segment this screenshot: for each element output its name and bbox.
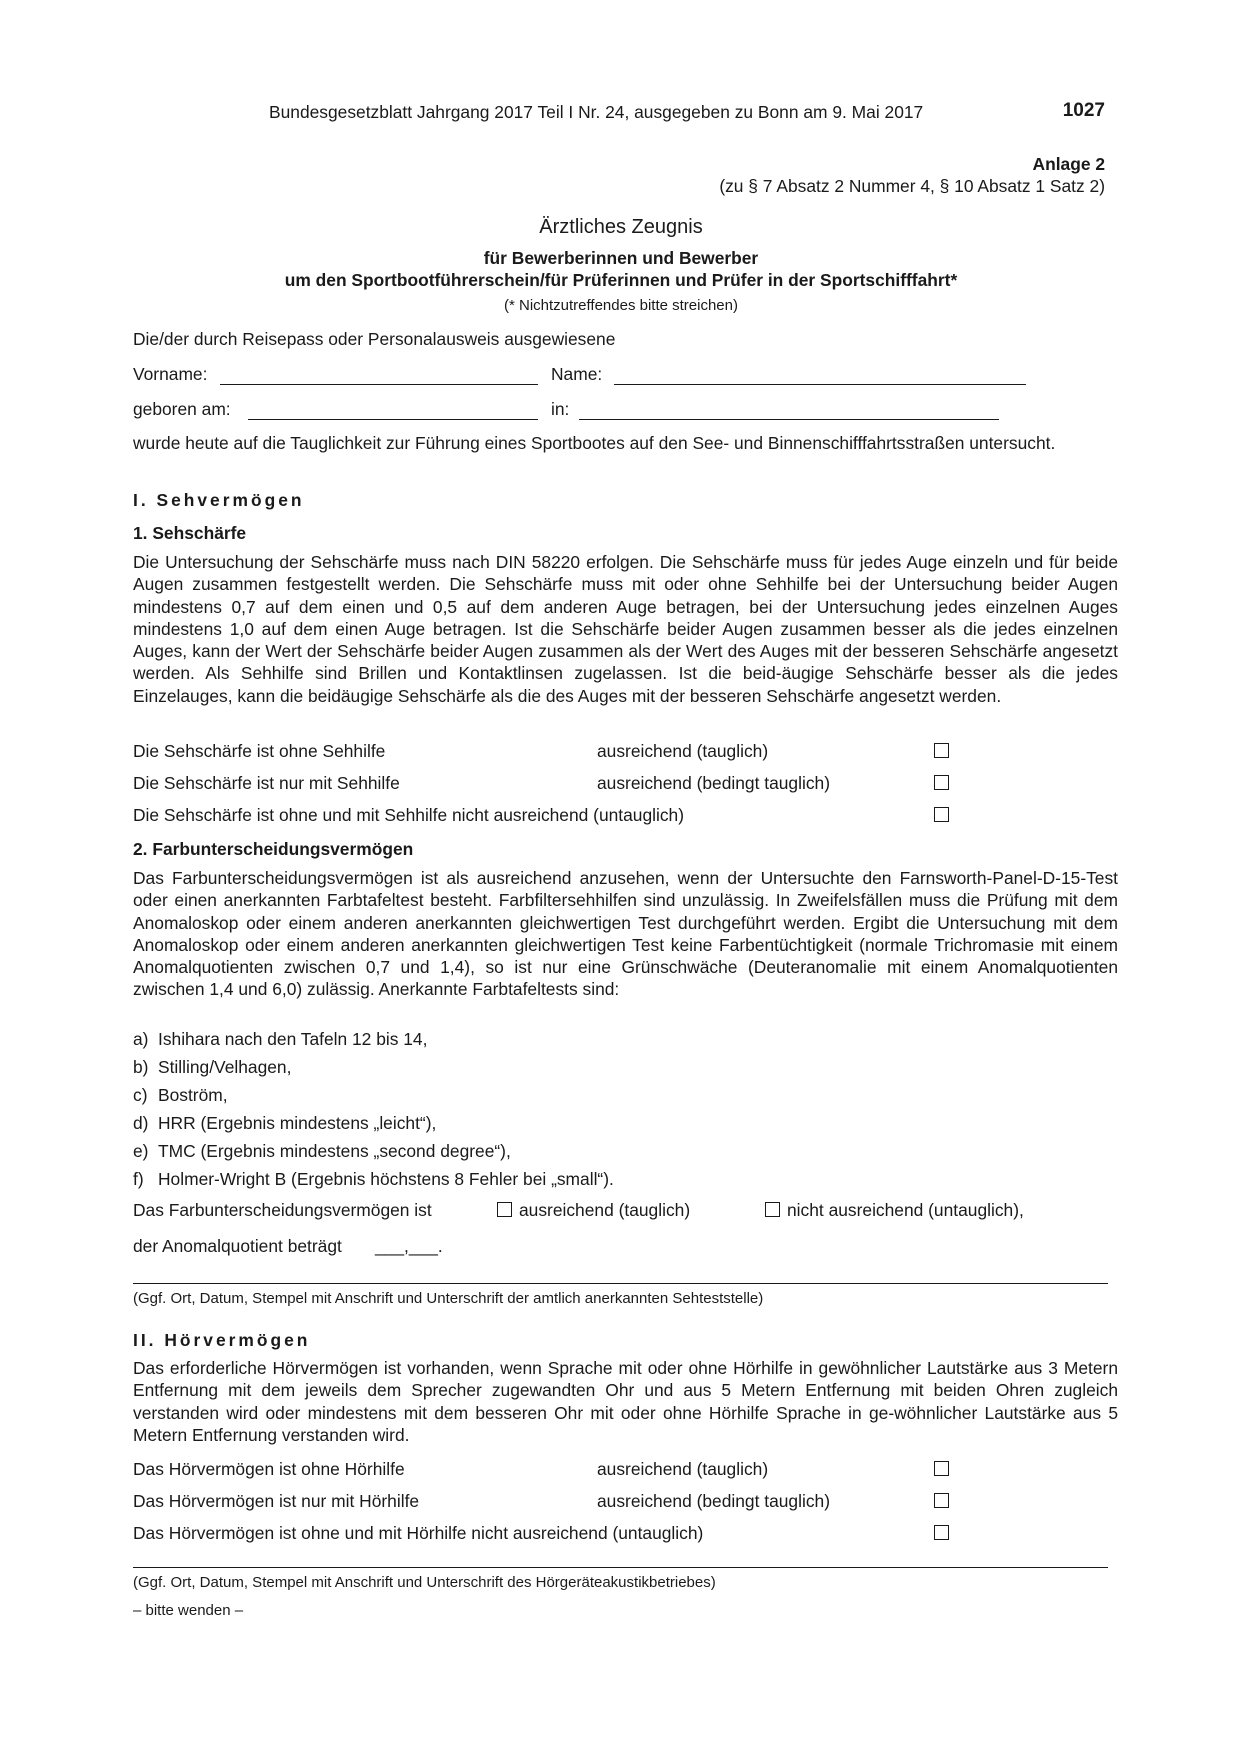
color-result-label: Das Farbunterscheidungsvermögen ist xyxy=(133,1200,432,1220)
test-d-text: HRR (Ergebnis mindestens „leicht“), xyxy=(158,1113,437,1133)
vision-option-1-label: Die Sehschärfe ist ohne Sehhilfe xyxy=(133,741,386,761)
name-label: Name: xyxy=(551,364,603,384)
page-number: 1027 xyxy=(1062,100,1105,121)
name-field[interactable] xyxy=(614,384,1026,385)
geboren-label: geboren am: xyxy=(133,399,231,419)
farb-heading: 2. Farbunterscheidungsvermögen xyxy=(133,839,414,859)
color-ok-label: ausreichend (tauglich) xyxy=(519,1200,691,1220)
geboren-field[interactable] xyxy=(248,419,538,420)
running-title: Bundesgesetzblatt Jahrgang 2017 Teil I Nr. 24, ausgegeben zu Bonn am 9. Mai 2017 xyxy=(269,102,924,122)
annex-label: Anlage 2 xyxy=(1032,154,1105,174)
strike-note: (* Nichtzutreffendes bitte streichen) xyxy=(503,297,738,314)
annex-reference: (zu § 7 Absatz 2 Nummer 4, § 10 Absatz 1 Satz 2) xyxy=(719,176,1105,196)
hearing-option-2-checkbox[interactable] xyxy=(934,1493,949,1508)
vorname-label: Vorname: xyxy=(133,364,208,384)
signature-note-vision: (Ggf. Ort, Datum, Stempel mit Anschrift und Unterschrift der amtlich anerkannten Sehteststelle) xyxy=(133,1290,764,1307)
purpose-text: wurde heute auf die Tauglichkeit zur Führung eines Sportbootes auf den See- und Binnenschifffahrtsstraßen untersucht. xyxy=(133,433,1056,453)
test-e-letter: e) xyxy=(133,1141,149,1161)
test-c-letter: c) xyxy=(133,1085,148,1105)
vision-option-2-label: Die Sehschärfe ist nur mit Sehhilfe xyxy=(133,773,400,793)
vision-option-1-checkbox[interactable] xyxy=(934,743,949,758)
sehschaerfe-heading: 1. Sehschärfe xyxy=(133,523,247,543)
hearing-option-1-result: ausreichend (tauglich) xyxy=(597,1459,769,1479)
section-1-heading: I. Sehvermögen xyxy=(133,490,305,510)
turn-over-note: – bitte wenden – xyxy=(133,1602,244,1619)
subtitle-line-1: für Bewerberinnen und Bewerber xyxy=(483,248,759,268)
hearing-option-3-label: Das Hörvermögen ist ohne und mit Hörhilfe nicht ausreichend (untauglich) xyxy=(133,1523,704,1543)
hoer-text: Das erforderliche Hörvermögen ist vorhanden, wenn Sprache mit oder ohne Hörhilfe in gewöhnlicher Lautstärke aus 3 Metern Entfernung mit dem jeweils dem Sprecher zugewandten Ohr und aus 5 Metern Entfernung mit beiden Ohren zugleich verstanden wird oder mindestens mit dem besseren Ohr mit oder ohne Hörhilfe Sprache in ge-wöhnlicher Lautstärke aus 5 Metern Entfernung verstanden wird. xyxy=(133,1358,1118,1445)
hearing-option-1-checkbox[interactable] xyxy=(934,1461,949,1476)
hearing-option-1-label: Das Hörvermögen ist ohne Hörhilfe xyxy=(133,1459,405,1479)
section-2-heading: II. Hörvermögen xyxy=(133,1330,311,1350)
identity-intro: Die/der durch Reisepass oder Personalausweis ausgewiesene xyxy=(133,329,616,349)
test-a-letter: a) xyxy=(133,1029,149,1049)
color-ok-checkbox[interactable] xyxy=(497,1202,512,1217)
signature-line-vision[interactable] xyxy=(133,1283,1108,1284)
anomal-field[interactable]: ___,___. xyxy=(375,1236,443,1256)
vision-option-1-result: ausreichend (tauglich) xyxy=(597,741,769,761)
vision-option-2-checkbox[interactable] xyxy=(934,775,949,790)
vision-option-3-label: Die Sehschärfe ist ohne und mit Sehhilfe nicht ausreichend (untauglich) xyxy=(133,805,685,825)
hearing-option-2-label: Das Hörvermögen ist nur mit Hörhilfe xyxy=(133,1491,420,1511)
test-d-letter: d) xyxy=(133,1113,149,1133)
test-c-text: Boström, xyxy=(158,1085,228,1105)
subtitle-line-2: um den Sportbootführerschein/für Prüferinnen und Prüfer in der Sportschifffahrt* xyxy=(284,270,958,290)
test-a-text: Ishihara nach den Tafeln 12 bis 14, xyxy=(158,1029,428,1049)
birthplace-label: in: xyxy=(551,399,570,419)
test-f-text: Holmer-Wright B (Ergebnis höchstens 8 Fehler bei „small“). xyxy=(158,1169,614,1189)
hearing-option-3-checkbox[interactable] xyxy=(934,1525,949,1540)
color-not-ok-label: nicht ausreichend (untauglich), xyxy=(787,1200,1024,1220)
document-title: Ärztliches Zeugnis xyxy=(539,216,703,238)
vision-option-2-result: ausreichend (bedingt tauglich) xyxy=(597,773,830,793)
test-b-letter: b) xyxy=(133,1057,149,1077)
hearing-option-2-result: ausreichend (bedingt tauglich) xyxy=(597,1491,830,1511)
test-f-letter: f) xyxy=(133,1169,144,1189)
test-b-text: Stilling/Velhagen, xyxy=(158,1057,292,1077)
signature-note-hearing: (Ggf. Ort, Datum, Stempel mit Anschrift und Unterschrift des Hörgeräteakustikbetriebes) xyxy=(133,1574,716,1591)
vision-option-3-checkbox[interactable] xyxy=(934,807,949,822)
vorname-field[interactable] xyxy=(220,384,538,385)
anomal-label: der Anomalquotient beträgt xyxy=(133,1236,342,1256)
birthplace-field[interactable] xyxy=(579,419,999,420)
sehschaerfe-text: Die Untersuchung der Sehschärfe muss nach DIN 58220 erfolgen. Die Sehschärfe muss für jedes Auge einzeln und für beide Augen zusammen festgestellt werden. Die Sehschärfe muss mit oder ohne Sehhilfe bei der Untersuchung beider Augen mindestens 0,7 auf dem einen und 0,5 auf dem anderen Auge betragen, bei der Untersuchung jedes einzelnen Auges mindestens 1,0 auf dem einen Auge betragen. Ist die Sehschärfe beider Augen zusammen besser als die jedes einzelnen Auges, kann der Wert der Sehschärfe beider Augen zusammen als der Wert des Auges mit der besseren Sehschärfe angesetzt werden. Als Sehhilfe sind Brillen und Kontaktlinsen zugelassen. Ist die beid-äugige Sehschärfe besser als die jedes Einzelauges, kann die beidäugige Sehschärfe als die des Auges mit der besseren Sehschärfe angesetzt werden. xyxy=(133,552,1118,706)
color-not-ok-checkbox[interactable] xyxy=(765,1202,780,1217)
test-e-text: TMC (Ergebnis mindestens „second degree“), xyxy=(158,1141,511,1161)
farb-text: Das Farbunterscheidungsvermögen ist als ausreichend anzusehen, wenn der Untersuchte den Farnsworth-Panel-D-15-Test oder einen anerkannten Farbtafeltest besteht. Farbfiltersehhilfen sind unzulässig. In Zweifelsfällen muss die Prüfung mit dem Anomaloskop oder einem anderen anerkannten gleichwertigen Test durchgeführt werden. Ergibt die Untersuchung mit dem Anomaloskop oder einem anderen anerkannten gleichwertigen Test keine Farbentüchtigkeit (normale Trichromasie mit einem Anomalquotienten zwischen 0,7 und 1,4), so ist nur eine Grünschwäche (Deuteranomalie mit einem Anomalquotienten zwischen 1,4 und 6,0) zulässig. Anerkannte Farbtafeltests sind: xyxy=(133,868,1118,1000)
signature-line-hearing[interactable] xyxy=(133,1567,1108,1568)
